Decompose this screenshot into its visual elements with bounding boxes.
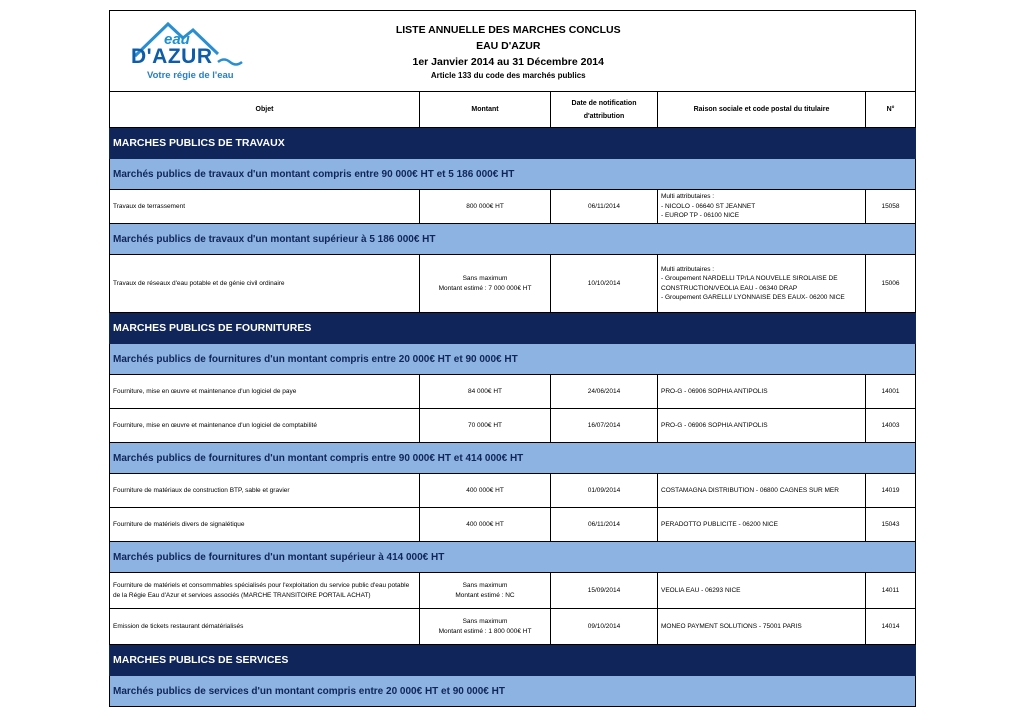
cell-objet: Emission de tickets restaurant dématérialisés <box>110 609 420 645</box>
cell-objet: Fourniture de matériels et consommables spécialisés pour l'exploitation du service public d'eau potable de la Régie Eau d'Azur et services associés (MARCHE TRANSITOIRE PORTAIL ACHAT) <box>110 573 420 609</box>
section-travaux: MARCHES PUBLICS DE TRAVAUX <box>110 128 916 159</box>
title-block <box>395 11 916 92</box>
cell-date: 06/11/2014 <box>551 508 658 542</box>
cell-objet: Fourniture de matériels divers de signalétique <box>110 508 420 542</box>
cell-raison: MONEO PAYMENT SOLUTIONS - 75001 PARIS <box>658 609 866 645</box>
logo-eau-text: eau <box>164 31 190 48</box>
cell-raison: COSTAMAGNA DISTRIBUTION - 06800 CAGNES SUR MER <box>658 474 866 508</box>
cell-montant: 400 000€ HT <box>420 508 551 542</box>
subsection-services-1: Marchés publics de services d'un montant compris entre 20 000€ HT et 90 000€ HT <box>110 676 916 707</box>
cell-montant: Sans maximum Montant estimé : NC <box>420 573 551 609</box>
table-row <box>110 573 916 609</box>
document-header <box>110 11 916 92</box>
column-headers <box>110 92 916 128</box>
col-objet: Objet <box>110 92 420 128</box>
table-row <box>110 474 916 508</box>
cell-num: 15043 <box>866 508 916 542</box>
cell-raison: PERADOTTO PUBLICITE - 06200 NICE <box>658 508 866 542</box>
cell-objet: Travaux de réseaux d'eau potable et de génie civil ordinaire <box>110 255 420 313</box>
cell-raison: Multi attributaires : - NICOLO - 06640 ST JEANNET - EUROP TP - 06100 NICE <box>658 190 866 224</box>
cell-num: 15058 <box>866 190 916 224</box>
cell-montant: 84 000€ HT <box>420 375 551 409</box>
cell-objet: Fourniture, mise en œuvre et maintenance d'un logiciel de comptabilité <box>110 409 420 443</box>
cell-num: 14011 <box>866 573 916 609</box>
cell-montant: 400 000€ HT <box>420 474 551 508</box>
cell-montant: 70 000€ HT <box>420 409 551 443</box>
subsection-travaux-2: Marchés publics de travaux d'un montant supérieur à 5 186 000€ HT <box>110 224 916 255</box>
cell-montant: Sans maximum Montant estimé : 1 800 000€ HT <box>420 609 551 645</box>
cell-date: 10/10/2014 <box>551 255 658 313</box>
col-montant: Montant <box>420 92 551 128</box>
cell-raison: VEOLIA EAU - 06293 NICE <box>658 573 866 609</box>
table-row <box>110 508 916 542</box>
cell-num: 15006 <box>866 255 916 313</box>
cell-montant: 800 000€ HT <box>420 190 551 224</box>
cell-num: 14019 <box>866 474 916 508</box>
cell-date: 24/06/2014 <box>551 375 658 409</box>
logo-dazur-text: D'AZUR <box>131 45 213 68</box>
subsection-travaux-1: Marchés publics de travaux d'un montant compris entre 90 000€ HT et 5 186 000€ HT <box>110 159 916 190</box>
cell-date: 16/07/2014 <box>551 409 658 443</box>
cell-num: 14003 <box>866 409 916 443</box>
cell-raison: Multi attributaires : - Groupement NARDELLI TP/LA NOUVELLE SIROLAISE DE CONSTRUCTION/VEOLIA EAU - 06340 DRAP - Groupement GARELLI/ LYONNAISE DES EAUX- 06200 NICE <box>658 255 866 313</box>
cell-montant: Sans maximum Montant estimé : 7 000 000€ HT <box>420 255 551 313</box>
title-line-1: LISTE ANNUELLE DES MARCHES CONCLUS <box>395 24 621 36</box>
cell-num: 14001 <box>866 375 916 409</box>
cell-raison: PRO-G - 06906 SOPHIA ANTIPOLIS <box>658 409 866 443</box>
title-subtitle: Article 133 du code des marchés publics <box>430 71 586 80</box>
logo <box>113 12 353 90</box>
logo-tagline: Votre régie de l'eau <box>147 70 234 81</box>
section-fournitures: MARCHES PUBLICS DE FOURNITURES <box>110 313 916 344</box>
table-row <box>110 409 916 443</box>
cell-date: 09/10/2014 <box>551 609 658 645</box>
cell-date: 15/09/2014 <box>551 573 658 609</box>
col-num: N° <box>866 92 916 128</box>
table-row <box>110 190 916 224</box>
document-sheet <box>109 10 915 707</box>
title-line-3: 1er Janvier 2014 au 31 Décembre 2014 <box>412 56 604 68</box>
table-row <box>110 375 916 409</box>
cell-raison: PRO-G - 06906 SOPHIA ANTIPOLIS <box>658 375 866 409</box>
section-services: MARCHES PUBLICS DE SERVICES <box>110 645 916 676</box>
cell-date: 01/09/2014 <box>551 474 658 508</box>
subsection-fournitures-2: Marchés publics de fournitures d'un montant compris entre 90 000€ HT et 414 000€ HT <box>110 443 916 474</box>
cell-objet: Fourniture, mise en œuvre et maintenance d'un logiciel de paye <box>110 375 420 409</box>
cell-objet: Travaux de terrassement <box>110 190 420 224</box>
cell-date: 06/11/2014 <box>551 190 658 224</box>
subsection-fournitures-3: Marchés publics de fournitures d'un montant supérieur à 414 000€ HT <box>110 542 916 573</box>
table-row <box>110 255 916 313</box>
contracts-table <box>109 10 916 707</box>
title-line-2: EAU D'AZUR <box>476 40 541 52</box>
cell-num: 14014 <box>866 609 916 645</box>
col-date: Date de notification d'attribution <box>551 92 658 128</box>
col-raison: Raison sociale et code postal du titulaire <box>658 92 866 128</box>
cell-objet: Fourniture de matériaux de construction BTP, sable et gravier <box>110 474 420 508</box>
table-row <box>110 609 916 645</box>
subsection-fournitures-1: Marchés publics de fournitures d'un montant compris entre 20 000€ HT et 90 000€ HT <box>110 344 916 375</box>
